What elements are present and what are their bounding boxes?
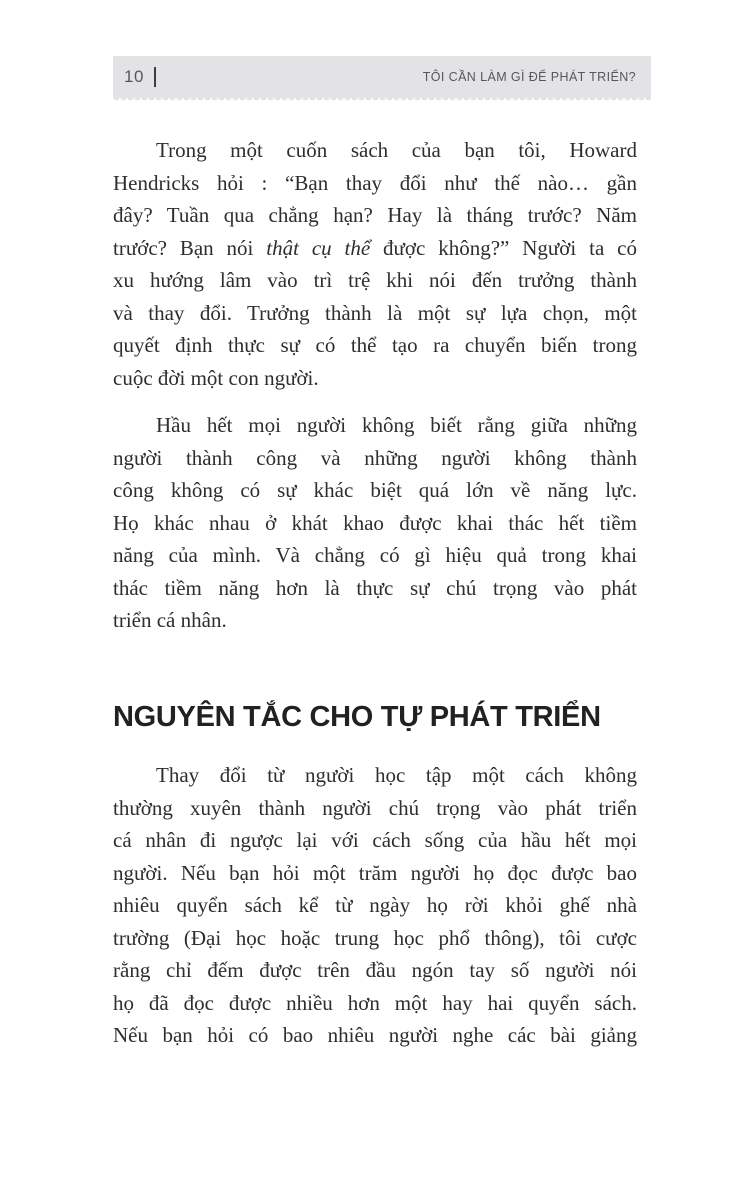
text-line: cá nhân đi ngược lại với cách sống của hầu hết mọi [113,828,637,852]
text-line: rằng chỉ đếm được trên đầu ngón tay số người nói [113,958,637,982]
text-line: quyết định thực sự có thể tạo ra chuyển biến trong [113,333,637,357]
page-header [113,56,651,97]
text-line: cuộc đời một con người. [113,365,319,390]
text-line: xu hướng lâm vào trì trệ khi nói đến trưởng thành [113,268,637,292]
page-number-group [124,67,156,87]
text-line: công không có sự khác biệt quá lớn về năng lực. [113,478,637,502]
text-segment: được không?” Người ta có [370,235,637,260]
text-line: Họ khác nhau ở khát khao được khai thác hết tiềm [113,510,637,535]
text-line: đây? Tuần qua chẳng hạn? Hay là tháng trước? Năm [113,203,637,227]
text-segment: trước? Bạn nói [113,235,267,260]
text-line: Hendricks hỏi : “Bạn thay đổi như thế nào… gần [113,170,637,195]
text-line: thường xuyên thành người chú trọng vào phát triển [113,795,637,820]
text-line: nhiêu quyển sách kể từ ngày họ rời khỏi ghế nhà [113,893,637,917]
italic-phrase: thật cụ thể [266,235,371,260]
text-line: Nếu bạn hỏi có bao nhiêu người nghe các bài giảng [113,1023,637,1047]
header-divider [154,67,156,87]
text-line: người thành công và những người không thành [113,445,637,470]
text-line: Thay đổi từ người học tập một cách không [156,763,637,787]
running-title: TÔI CẦN LÀM GÌ ĐỂ PHÁT TRIỂN? [422,69,636,84]
text-line [113,232,637,265]
paragraph-3 [113,759,637,1052]
text-line: Trong một cuốn sách của bạn tôi, Howard [156,138,637,162]
paragraph-1 [113,134,637,394]
paragraph-2 [113,409,637,637]
text-line: và thay đổi. Trưởng thành là một sự lựa chọn, một [113,300,637,325]
text-line: Hầu hết mọi người không biết rằng giữa những [156,413,637,437]
text-line: người. Nếu bạn hỏi một trăm người họ đọc được bao [113,860,637,885]
page-number: 10 [124,66,144,86]
section-heading: NGUYÊN TẮC CHO TỰ PHÁT TRIỂN [113,701,601,733]
text-line: năng của mình. Và chẳng có gì hiệu quả trong khai [113,543,637,567]
text-line: thác tiềm năng hơn là thực sự chú trọng vào phát [113,575,637,600]
text-line: họ đã đọc được nhiều hơn một hay hai quyển sách. [113,990,637,1015]
text-line: trường (Đại học hoặc trung học phổ thông), tôi cược [113,925,637,950]
text-line: triển cá nhân. [113,608,227,632]
